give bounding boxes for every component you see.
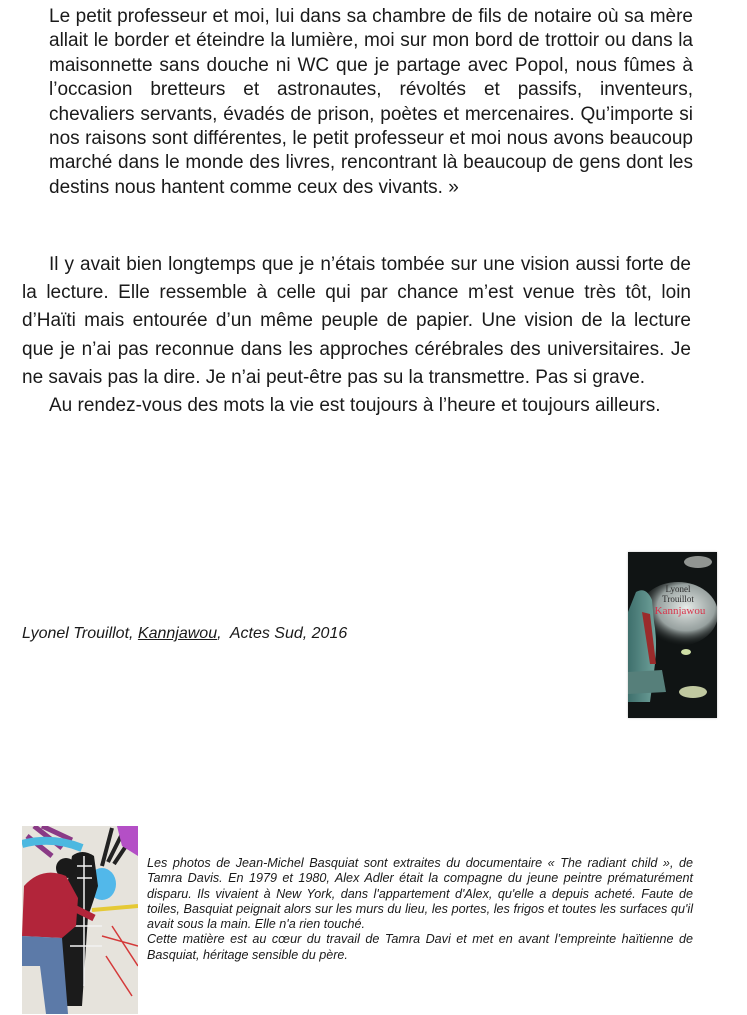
caption-paragraph: Les photos de Jean-Michel Basquiat sont extraites du documentaire « The radiant child », de Tamra Davis. En 1979 et 1980, Alex Adler était la compagne du jeune peintre prématurément disparu. Ils vivaient à New York, dans l'appartement d'Alex, qu'elle a depuis acheté. Faute de toiles, Basquiat peignait alors sur les murs du lieu, les portes, les frigos et toutes les surfaces qu'il avait sous la main. Elle n'a rien touché. (147, 856, 693, 932)
commentary-block (22, 251, 691, 420)
book-cover-illustration (628, 552, 717, 718)
citation-publisher: , Actes Sud, 2016 (217, 625, 348, 642)
quote-paragraph: Le petit professeur et moi, lui dans sa chambre de fils de notaire où sa mère allait le border et éteindre la lumière, moi sur mon bord de trottoir ou dans la maisonnette sans douche ni WC que je partage avec Popol, nous fûmes à l’occasion bretteurs et astronautes, révoltés et passifs, inventeurs, chevaliers servants, évadés de prison, poètes et mercenaires. Qu’importe si nos raisons sont différentes, le petit professeur et moi nous avons beaucoup marché dans le monde des livres, rencontrant là beaucoup de gens dont les destins nous hantent comme ceux des vivants. » (49, 6, 693, 198)
cover-title: Kannjawou (654, 605, 706, 617)
basquiat-painting-photo (22, 826, 138, 1014)
photo-illustration (22, 826, 138, 1014)
photo-caption (147, 856, 693, 963)
commentary-paragraph: Il y avait bien longtemps que je n’étais tombée sur une vision aussi forte de la lecture. Elle ressemble à celle qui par chance m’est venue très tôt, loin d’Haïti mais entourée d’un même peuple de papier. Une vision de la lecture que je n’ai pas reconnue dans les approches cérébrales des universitaires. Je ne savais pas la dire. Je n’ai peut-être pas su la transmettre. Pas si grave. (22, 254, 691, 388)
citation-title: Kannjawou (137, 625, 218, 642)
quote-block (49, 5, 693, 200)
cover-author-line2: Trouillot (662, 594, 694, 604)
book-citation (22, 625, 347, 643)
book-cover-image (628, 552, 717, 718)
caption-paragraph: Cette matière est au cœur du travail de Tamra Davi et met en avant l’empreinte haïtienne de Basquiat, héritage sensible du père. (147, 932, 693, 962)
citation-author: Lyonel Trouillot, (22, 625, 138, 642)
commentary-paragraph: Au rendez-vous des mots la vie est toujours à l’heure et toujours ailleurs. (49, 395, 661, 417)
cover-author-line1: Lyonel (665, 584, 691, 594)
